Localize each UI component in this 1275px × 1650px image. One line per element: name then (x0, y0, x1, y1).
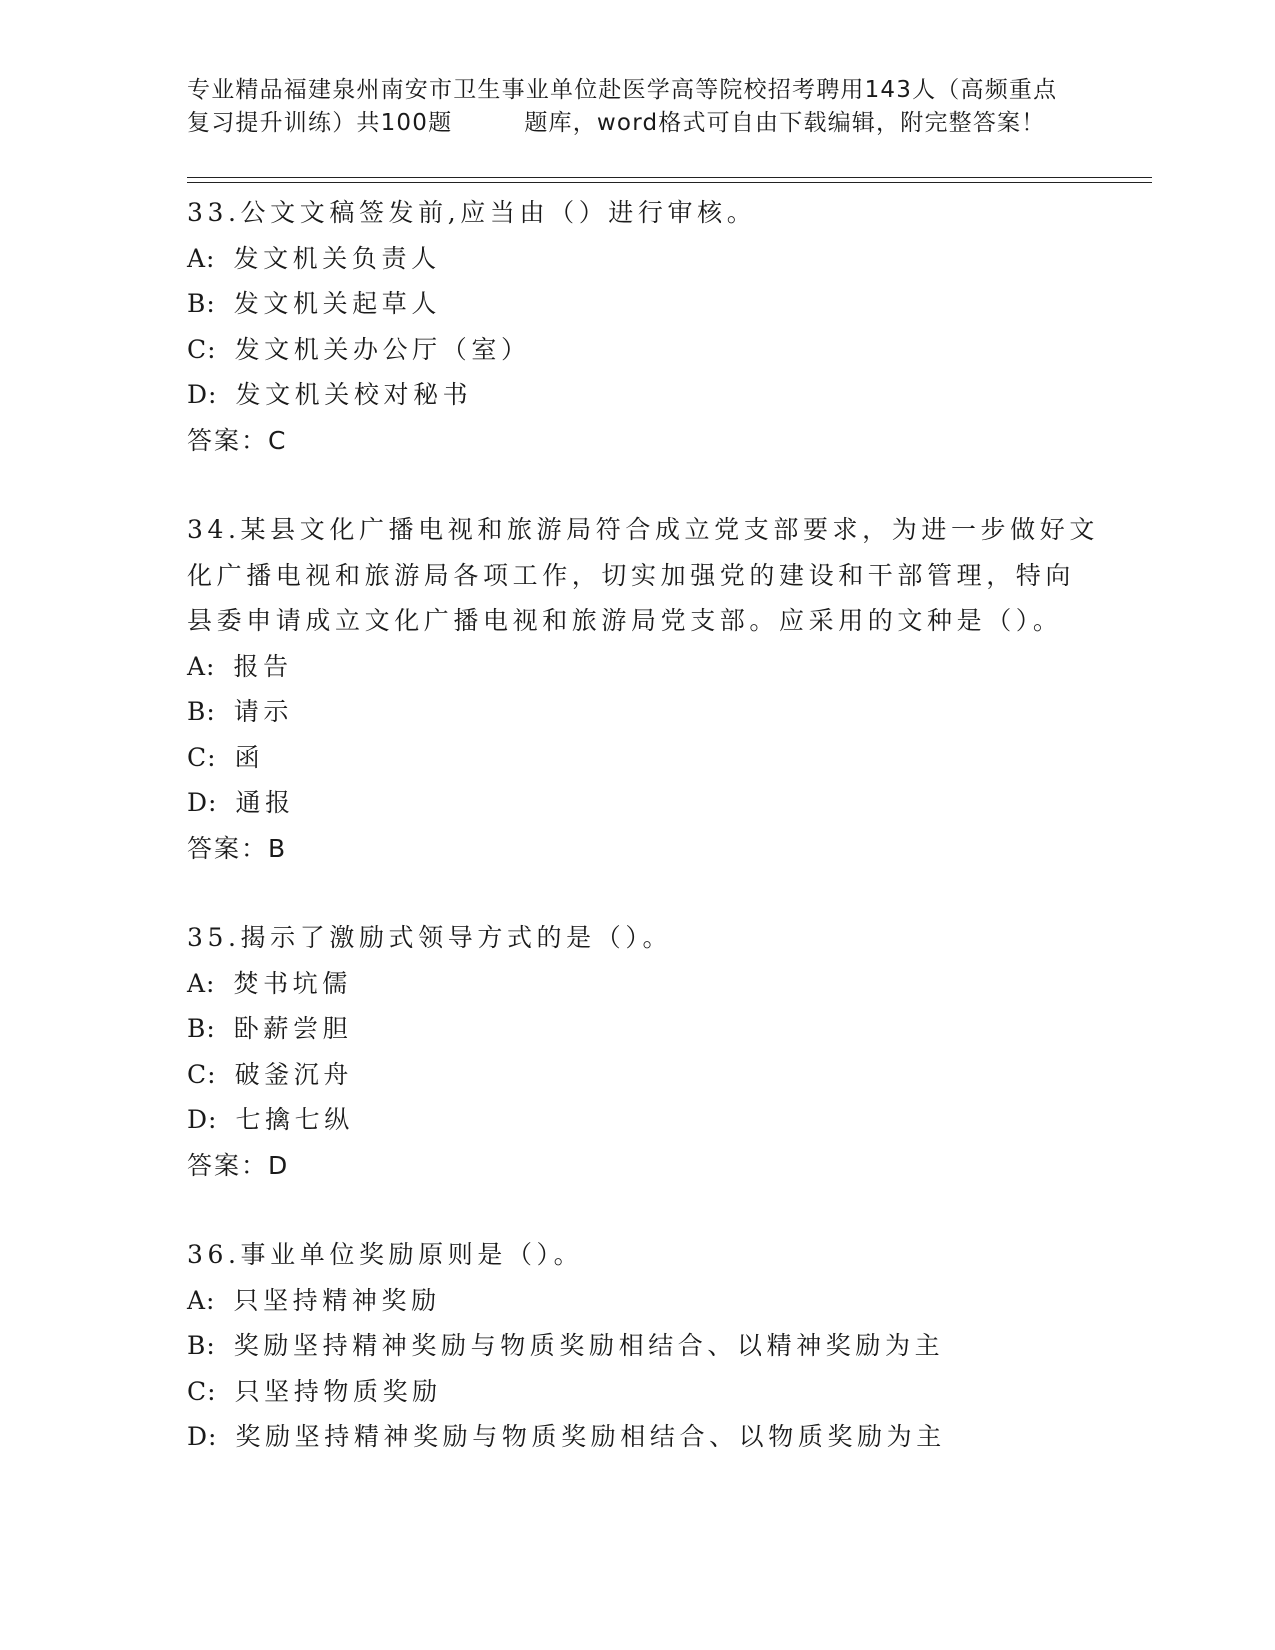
option-a (187, 1278, 1107, 1324)
header-divider-top (187, 177, 1152, 178)
option-key: C: (187, 742, 217, 772)
question-stem-line-1: 34.某县文化广播电视和旅游局符合成立党支部要求，为进一步做好文 (187, 515, 1099, 544)
answer-label: 答案：D (187, 1150, 290, 1180)
option-c (187, 327, 1107, 373)
option-text: 发文机关起草人 (233, 289, 441, 318)
option-key: B: (187, 697, 216, 726)
question-stem-line-3: 县委申请成立文化广播电视和旅游局党支部。应采用的文种是（）。 (187, 606, 1063, 635)
option-text: 焚书坑儒 (233, 968, 352, 998)
option-b (187, 281, 1107, 327)
answer-label: 答案：C (187, 425, 288, 455)
question-stem: 33.公文文稿签发前,应当由（）进行审核。 (187, 198, 757, 227)
option-text: 发文机关校对秘书 (235, 380, 473, 409)
option-text: 发文机关负责人 (233, 243, 441, 273)
option-text: 只坚持物质奖励 (234, 1376, 442, 1406)
question-list (187, 190, 1107, 1460)
option-key: C: (187, 1376, 217, 1406)
option-b (187, 1006, 1107, 1052)
option-b (187, 1323, 1107, 1369)
option-b (187, 689, 1107, 735)
option-key: D: (187, 380, 218, 409)
option-c (187, 735, 1107, 781)
option-key: A: (187, 1285, 216, 1315)
option-text: 发文机关办公厅（室） (234, 334, 531, 364)
option-text: 通报 (235, 788, 295, 817)
option-text: 请示 (233, 697, 293, 726)
option-key: A: (187, 651, 216, 681)
option-c (187, 1369, 1107, 1415)
option-text: 七擒七纵 (235, 1105, 354, 1134)
question-35 (187, 915, 1107, 1188)
option-text: 卧薪尝胆 (233, 1014, 353, 1043)
option-a (187, 961, 1107, 1007)
header-line-2-left: 复习提升训练）共100题 (187, 110, 453, 136)
answer-label: 答案：B (187, 833, 288, 863)
option-key: B: (187, 1014, 216, 1043)
option-text: 报告 (233, 651, 293, 681)
option-d (187, 1097, 1107, 1143)
question-33 (187, 190, 1107, 463)
option-key: A: (187, 968, 216, 998)
option-key: B: (187, 1331, 216, 1360)
option-text: 奖励坚持精神奖励与物质奖励相结合、以物质奖励为主 (235, 1422, 946, 1451)
question-stem-line-2: 化广播电视和旅游局各项工作，切实加强党的建设和干部管理，特向 (187, 560, 1076, 590)
option-text: 函 (234, 742, 265, 772)
option-text: 奖励坚持精神奖励与物质奖励相结合、以精神奖励为主 (233, 1331, 945, 1360)
option-text: 只坚持精神奖励 (233, 1285, 441, 1315)
option-d (187, 1414, 1107, 1460)
option-c (187, 1052, 1107, 1098)
question-stem: 35.揭示了激励式领导方式的是（）。 (187, 923, 673, 952)
header-divider-bottom (187, 182, 1152, 183)
option-d (187, 780, 1107, 826)
option-text: 破釜沉舟 (234, 1059, 353, 1089)
option-key: B: (187, 289, 216, 318)
option-key: C: (187, 334, 217, 364)
option-key: C: (187, 1059, 217, 1089)
document-header (187, 74, 1087, 140)
option-a (187, 236, 1107, 282)
question-36 (187, 1232, 1107, 1460)
option-d (187, 372, 1107, 418)
option-key: D: (187, 1105, 218, 1134)
option-a (187, 644, 1107, 690)
header-line-2-right: 题库，word格式可自由下载编辑，附完整答案！ (524, 110, 1046, 136)
question-34 (187, 507, 1107, 871)
option-key: D: (187, 1422, 218, 1451)
question-stem: 36.事业单位奖励原则是（）。 (187, 1240, 584, 1269)
option-key: A: (187, 243, 216, 273)
header-line-2 (187, 107, 1087, 140)
header-line-1: 专业精品福建泉州南安市卫生事业单位赴医学高等院校招考聘用143人（高频重点 (187, 77, 1058, 103)
option-key: D: (187, 788, 218, 817)
